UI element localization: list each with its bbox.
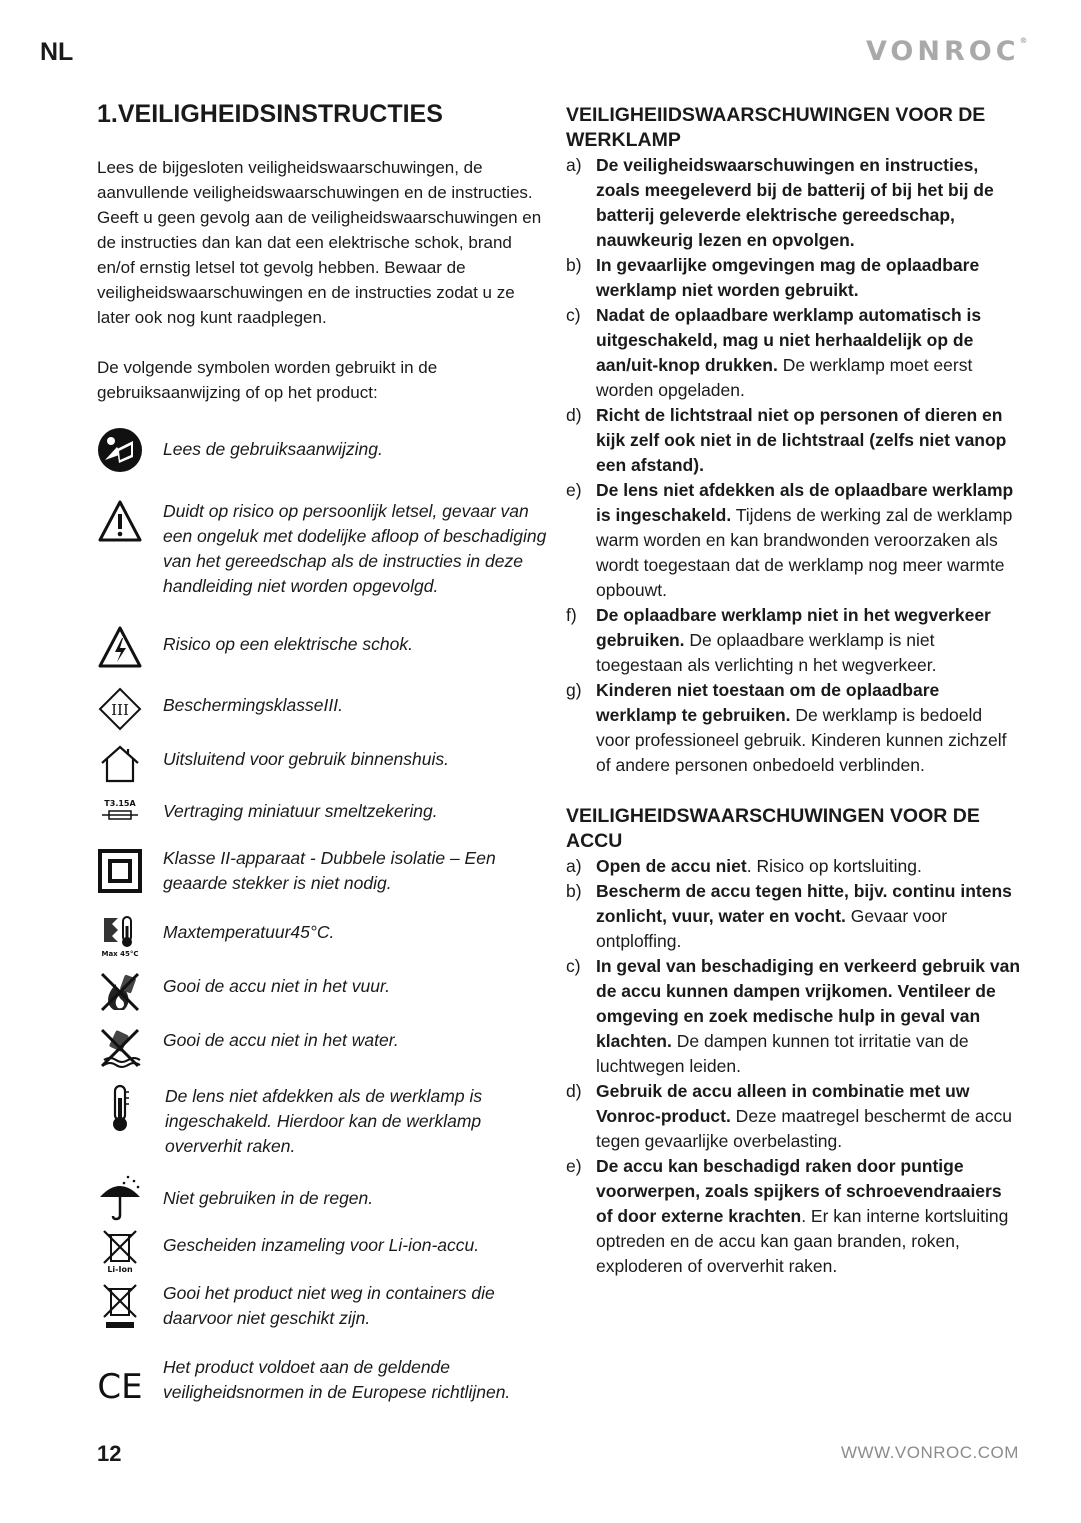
item-body — [596, 854, 1021, 879]
indoor-house-icon — [98, 743, 142, 785]
fuse-icon — [100, 797, 140, 827]
item-bold-text: Nadat de oplaadbare werklamp automatisch is uitgeschakeld, mag u niet herhaaldelijk op de aan/uit-knop drukken. — [596, 305, 982, 375]
warning-item — [566, 854, 1021, 879]
ce-mark-icon — [97, 1365, 143, 1405]
item-label: a) — [566, 856, 582, 876]
left-column — [97, 100, 552, 1405]
warning-item — [566, 603, 1021, 678]
warning-item — [566, 303, 1021, 403]
symbol-text: BeschermingsklasseIII. — [163, 695, 343, 715]
symbols-intro: De volgende symbolen worden gebruikt in de gebruiksaanwijzing of op het product: — [97, 358, 438, 402]
symbol-row — [97, 427, 552, 473]
item-label: f) — [566, 605, 577, 625]
item-label: e) — [566, 1156, 582, 1176]
werklamp-warnings-list — [566, 153, 1021, 778]
no-water-icon — [98, 1026, 142, 1070]
symbol-text: Uitsluitend voor gebruik binnenshuis. — [163, 749, 449, 769]
item-label: c) — [566, 956, 581, 976]
warning-item — [566, 253, 1021, 303]
symbol-row — [97, 743, 552, 785]
brand-name: VONROC — [866, 36, 1020, 67]
page-number: 12 — [97, 1441, 122, 1466]
item-bold-text: Richt de lichtstraal niet op personen of dieren en kijk zelf ook niet in de lichtstraal (zelfs niet vanop een afstand). — [596, 405, 1007, 475]
symbol-row — [97, 849, 552, 896]
symbol-text: Risico op een elektrische schok. — [163, 634, 413, 654]
item-bold-text: In gevaarlijke omgevingen mag de oplaadbare werklamp niet worden gebruikt. — [596, 255, 980, 300]
language-code: NL — [40, 38, 74, 66]
item-label: d) — [566, 1081, 582, 1101]
symbol-text: De lens niet afdekken als de werklamp is ingeschakeld. Hierdoor kan de werklamp oververhit raken. — [165, 1086, 483, 1156]
item-body — [596, 603, 1021, 678]
item-text: Tijdens de werking zal de werklamp warm worden en kan brandwonden veroorzaken als wordt toegestaan dat de werklamp nog meer warmte opbouwt. — [596, 505, 1013, 600]
brand-mark: ® — [1019, 36, 1028, 45]
item-label: d) — [566, 405, 582, 425]
symbol-row — [97, 1227, 552, 1273]
warning-icon — [98, 499, 142, 543]
item-body — [596, 879, 1021, 954]
symbol-text: Lees de gebruiksaanwijzing. — [163, 439, 383, 459]
symbol-text: Vertraging miniatuur smeltzekering. — [163, 801, 438, 821]
item-bold-text: In geval van beschadiging en verkeerd gebruik van de accu kunnen dampen vrijkomen. Ventileer de omgeving en zoek medische hulp in geval van klachten. — [596, 956, 1021, 1051]
item-label: c) — [566, 305, 581, 325]
item-label: g) — [566, 680, 582, 700]
item-bold-text: Bescherm de accu tegen hitte, bijv. continu intens zonlicht, vuur, water en vocht. — [596, 881, 1012, 926]
item-bold-text: De lens niet afdekken als de oplaadbare werklamp is ingeschakeld. — [596, 480, 1014, 525]
item-label: b) — [566, 255, 582, 275]
symbol-text: Gooi het product niet weg in containers die daarvoor niet geschikt zijn. — [163, 1283, 495, 1328]
manual-icon — [97, 427, 143, 473]
item-body — [596, 303, 1021, 403]
item-text: . Er kan interne kortsluiting optreden en de accu kan gaan branden, roken, exploderen of oververhit raken. — [596, 1206, 1009, 1276]
item-bold-text: De oplaadbare werklamp niet in het wegverkeer gebruiken. — [596, 605, 991, 650]
item-text: . Risico op kortsluiting. — [746, 856, 922, 876]
intro-paragraph: Lees de bijgesloten veiligheidswaarschuwingen, de aanvullende veiligheidswaarschuwingen en de instructies. Geeft u geen gevolg aan de veiligheidswaarschuwingen en de instructies dan kan dat een elektrische schok, brand en/of ernstig letsel tot gevolg hebben. Bewaar de veiligheidswaarschuwingen en de instructies zodat u ze later ook nog kunt raadplegen. — [97, 158, 542, 327]
symbol-row — [97, 1281, 552, 1331]
warning-item — [566, 478, 1021, 603]
item-label: e) — [566, 480, 582, 500]
item-body — [596, 253, 1021, 303]
symbol-row — [97, 687, 552, 731]
symbol-text: Klasse II-apparaat - Dubbele isolatie – Een geaarde stekker is niet nodig. — [163, 848, 496, 893]
electric-shock-icon — [98, 625, 142, 669]
ce-mark-label: CE — [97, 1367, 143, 1405]
symbol-row — [97, 1084, 552, 1159]
website-url: WWW.VONROC.COM — [841, 1443, 1019, 1462]
warning-item — [566, 1154, 1021, 1279]
warning-item — [566, 879, 1021, 954]
item-bold-text: Kinderen niet toestaan om de oplaadbare werklamp te gebruiken. — [596, 680, 940, 725]
item-body — [596, 1154, 1021, 1279]
section-title: 1.VEILIGHEIDSINSTRUCTIES — [97, 100, 443, 128]
li-ion-bin-icon — [100, 1227, 140, 1273]
item-body — [596, 478, 1021, 603]
symbol-text: Niet gebruiken in de regen. — [163, 1188, 374, 1208]
crossed-bin-icon — [100, 1281, 140, 1329]
svg-text:III: III — [111, 701, 129, 719]
symbol-row — [97, 1355, 552, 1405]
accu-warnings-list — [566, 854, 1021, 1279]
symbol-text: Duidt op risico op persoonlijk letsel, gevaar van een ongeluk met dodelijke afloop of beschadiging van het gereedschap als de instructies in deze handleiding niet worden opgevolgd. — [163, 501, 547, 596]
max-temperature-icon — [100, 914, 140, 958]
brand-logo — [866, 36, 1028, 67]
item-text: De werklamp is bedoeld voor professioneel gebruik. Kinderen kunnen zichzelf of andere personen onbedoeld verblinden. — [596, 705, 1007, 775]
symbol-row — [97, 1026, 552, 1070]
right-column — [566, 103, 1021, 1279]
item-body — [596, 1079, 1021, 1154]
symbol-row — [97, 625, 552, 669]
symbol-text: Maxtemperatuur45°C. — [163, 922, 335, 942]
li-ion-label: Li-Ion — [107, 1265, 133, 1273]
warning-item — [566, 1079, 1021, 1154]
item-bold-text: Open de accu niet — [596, 856, 747, 876]
no-fire-icon — [98, 970, 142, 1014]
item-body — [596, 678, 1021, 778]
symbol-row — [97, 797, 552, 827]
item-body — [596, 954, 1021, 1079]
warning-item — [566, 153, 1021, 253]
item-body — [596, 153, 1021, 253]
item-text: De dampen kunnen tot irritatie van de luchtwegen leiden. — [596, 1031, 969, 1076]
class-ii-icon — [98, 849, 142, 893]
item-text: De oplaadbare werklamp is niet toegestaan als verlichting n het wegverkeer. — [596, 630, 937, 675]
symbol-row — [97, 499, 552, 599]
werklamp-warnings-title: VEILIGHEIIDSWAARSCHUWINGEN VOOR DE WERKLAMP — [566, 104, 986, 151]
item-text: De werklamp moet eerst worden opgeladen. — [596, 355, 973, 400]
item-label: b) — [566, 881, 582, 901]
item-bold-text: Gebruik de accu alleen in combinatie met uw Vonroc-product. — [596, 1081, 970, 1126]
item-text: Deze maatregel beschermt de accu tegen gevaarlijke overbelasting. — [596, 1106, 1012, 1151]
warning-item — [566, 954, 1021, 1079]
item-body — [596, 403, 1021, 478]
symbol-text: Het product voldoet aan de geldende veiligheidsnormen in de Europese richtlijnen. — [163, 1357, 511, 1402]
item-bold-text: De veiligheidswaarschuwingen en instructies, zoals meegeleverd bij de batterij of bij het bij de batterij geleverde elektrische gereedschap, nauwkeurig lezen en opvolgen. — [596, 155, 994, 250]
item-bold-text: De accu kan beschadigd raken door puntige voorwerpen, zoals spijkers of schroevendraaiers of door externe krachten — [596, 1156, 1002, 1226]
fuse-rating-label: T3.15A — [104, 799, 136, 808]
umbrella-rain-icon — [98, 1173, 142, 1221]
thermometer-icon — [105, 1084, 135, 1134]
protection-class-iii-icon — [98, 687, 142, 731]
symbol-row — [97, 914, 552, 958]
symbol-row — [97, 1173, 552, 1221]
accu-warnings-title: VEILIGHEIDSWAARSCHUWINGEN VOOR DE ACCU — [566, 805, 980, 852]
max-temperature-label: Max 45°C — [101, 950, 139, 958]
warning-item — [566, 678, 1021, 778]
symbol-row — [97, 970, 552, 1014]
symbol-text: Gooi de accu niet in het vuur. — [163, 976, 390, 996]
symbol-text: Gescheiden inzameling voor Li-ion-accu. — [163, 1235, 480, 1255]
item-label: a) — [566, 155, 582, 175]
warning-item — [566, 403, 1021, 478]
symbol-text: Gooi de accu niet in het water. — [163, 1030, 399, 1050]
item-text: Gevaar voor ontploffing. — [596, 906, 948, 951]
